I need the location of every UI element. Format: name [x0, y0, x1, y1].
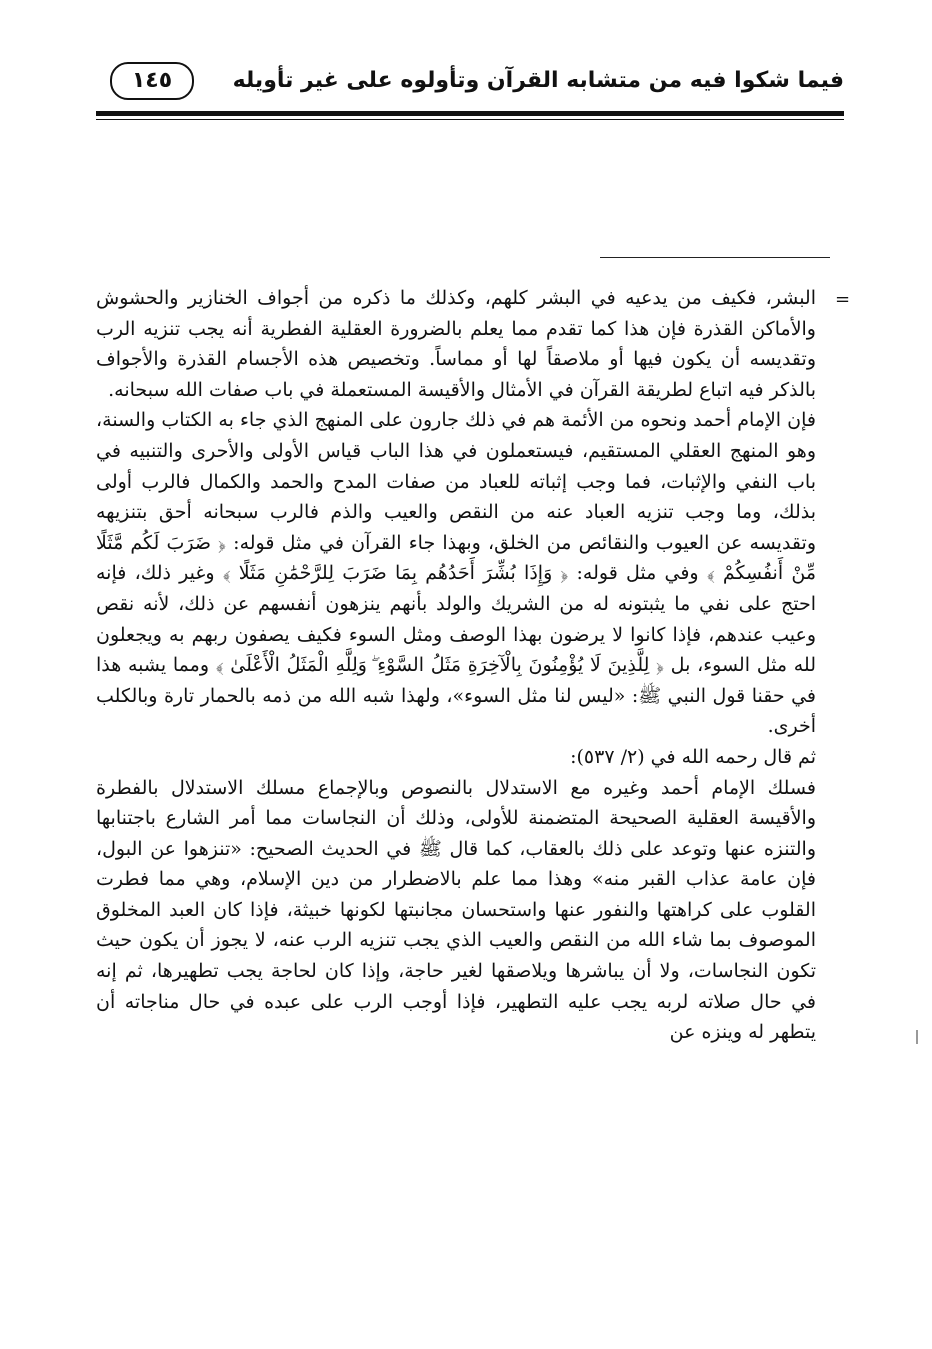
footnote-paragraph-2: فإن الإمام أحمد ونحوه من الأئمة هم في ذلك جارون على المنهج الذي جاء به الكتاب والسنة، وهو المنهج العقلي المستقيم، فيستعملون في هذا الباب قياس الأولى والأحرى والتنبيه في باب النفي والإثبات، فما وجب إثباته للعباد من صفات المدح والحمد والكمال فالرب أولى بذلك، وما وجب تنزيه العباد عنه من النقص والعيب والذم فالرب سبحانه أحق بتنزيهه وتقديسه عن العيوب والنقائص من الخلق، وبهذا جاء القرآن في مثل قوله: ﴿ ضَرَبَ لَكُم مَّثَلًا مِّنْ أَنفُسِكُمْ ﴾ وفي مثل قوله: ﴿ وَإِذَا بُشِّرَ أَحَدُهُم بِمَا ضَرَبَ لِلرَّحْمَٰنِ مَثَلًا ﴾ وغير ذلك، فإنه احتج على نفي ما يثبتونه له من الشريك والولد بأنهم ينزهون أنفسهم عن ذلك، لأنه نقص وعيب عندهم، فإذا كانوا لا يرضون بهذا الوصف ومثل السوء فكيف يصفون ربهم به ويجعلون لله مثل السوء، بل ﴿ لِلَّذِينَ لَا يُؤْمِنُونَ بِالْآخِرَةِ مَثَلُ السَّوْءِ ۖ وَلِلَّهِ الْمَثَلُ الْأَعْلَىٰ ﴾ ومما يشبه هذا في حقنا قول النبي ﷺ: «ليس لنا مثل السوء»، ولهذا شبه الله من ذمه بالحمار تارة وبالكلب أخرى.	[96, 409, 816, 738]
margin-scan-mark	[916, 1030, 918, 1044]
page-number-badge: ١٤٥	[110, 62, 194, 100]
header-rule-thick	[96, 111, 844, 116]
header-rule-thin	[96, 119, 844, 120]
footnote-separator	[600, 257, 830, 258]
running-title: فيما شكوا فيه من متشابه القرآن وتأولوه على غير تأويله	[232, 68, 844, 93]
footnote-paragraph-3: ثم قال رحمه الله في (٢/ ٥٣٧):	[570, 745, 816, 768]
footnote-body	[96, 283, 816, 1048]
footnote-paragraph-4: فسلك الإمام أحمد وغيره مع الاستدلال بالنصوص وبالإجماع مسلك الاستدلال بالفطرة والأقيسة العقلية الصحيحة المتضمنة للأولى، وذلك أن النجاسات مما أمر الشارع باجتنابها والتنزه عنها وتوعد على ذلك بالعقاب، كما قال ﷺ في الحديث الصحيح: «تنزهوا عن البول، فإن عامة عذاب القبر منه» وهذا مما علم بالاضطرار من دين الإسلام، وهي مما فطرت القلوب على كراهتها والنفور عنها واستحسان مجانبتها لكونها خبيثة، فإذا كان العبد المخلوق الموصوف بما شاء الله من النقص والعيب الذي يجب تنزيه الرب عنه، لا يجوز أن يكون حيث تكون النجاسات، ولا أن يباشرها ويلاصقها لغير حاجة، وإذا كان لحاجة يجب تطهيرها، ثم إنه في حال صلاته لربه يجب عليه التطهير، فإذا أوجب الرب على عبده في حال مناجاته أن يتطهر له وينزه عن	[96, 776, 816, 1044]
footnote-paragraph-1: البشر، فكيف من يدعيه في البشر كلهم، وكذلك ما ذكره من أجواف الخنازير والحشوش والأماكن القذرة فإن هذا كما تقدم مما يعلم بالضرورة العقلية الفطرية أنه يجب تنزيه الرب وتقديسه أن يكون فيها أو ملاصقاً لها أو مماساً. وتخصيص هذه الأجسام القذرة والأجواف بالذكر فيه اتباع لطريقة القرآن في الأمثال والأقيسة المستعملة في باب صفات الله سبحانه.	[96, 287, 816, 401]
page-header	[96, 60, 844, 108]
footnote-continuation-mark: =	[835, 289, 851, 310]
